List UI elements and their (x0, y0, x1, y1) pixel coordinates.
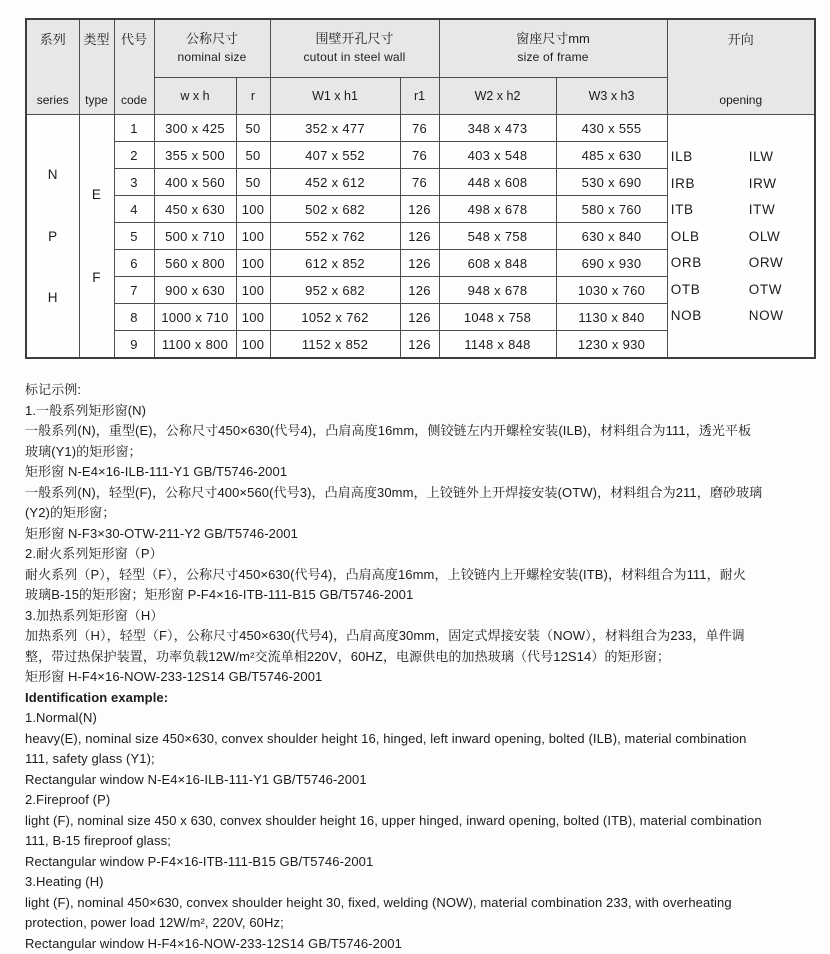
frame-label-en: size of frame (442, 48, 665, 67)
nominal-r-cell: 100 (236, 223, 270, 250)
subcol-r: r (236, 77, 270, 114)
nominal-label-cn: 公称尺寸 (157, 29, 268, 48)
type-cell (79, 115, 114, 359)
nominal-wxh-cell: 400 x 560 (154, 169, 236, 196)
frame-w2h2-cell: 948 x 678 (439, 277, 556, 304)
cutout-w1h1-cell: 407 x 552 (270, 142, 400, 169)
frame-w3h3-cell: 1230 x 930 (556, 331, 667, 359)
series-letter: P (48, 229, 57, 244)
frame-w2h2-cell: 498 x 678 (439, 196, 556, 223)
note-line-cn: 耐火系列（P），轻型（F），公称尺寸450×630(代号4)，凸肩高度16mm，上铰链内上开螺栓安装(ITB)，材料组合为111，耐火 (25, 565, 811, 586)
nominal-r-cell: 100 (236, 250, 270, 277)
frame-w3h3-cell: 1130 x 840 (556, 304, 667, 331)
series-letter: H (48, 290, 58, 305)
nominal-wxh-cell: 560 x 800 (154, 250, 236, 277)
cutout-w1h1-cell: 612 x 852 (270, 250, 400, 277)
cutout-r1-cell: 126 (400, 331, 439, 359)
subcol-r1: r1 (400, 77, 439, 114)
note-line-cn: (Y2)的矩形窗； (25, 503, 811, 524)
window-spec-table (25, 18, 816, 359)
table-row (26, 115, 815, 142)
code-cell: 5 (114, 223, 154, 250)
frame-w3h3-cell: 690 x 930 (556, 250, 667, 277)
code-cell: 2 (114, 142, 154, 169)
col-header-code (114, 19, 154, 115)
note-line-cn: 一般系列(N)，重型(E)，公称尺寸450×630(代号4)，凸肩高度16mm，侧铰链左内开螺栓安装(ILB)，材料组合为111，透光平板 (25, 421, 811, 442)
type-label-en: type (85, 93, 108, 107)
code-cell: 1 (114, 115, 154, 142)
note-line-cn: 一般系列(N)，轻型(F)，公称尺寸400×560(代号3)，凸肩高度30mm，上铰链外上开焊接安装(OTW)，材料组合为211，磨砂玻璃 (25, 483, 811, 504)
col-header-frame-size (439, 19, 667, 77)
cutout-r1-cell: 76 (400, 142, 439, 169)
table-body (26, 115, 815, 359)
note-line-en: Rectangular window N-E4×16-ILB-111-Y1 GB/T5746-2001 (25, 770, 811, 791)
nominal-wxh-cell: 450 x 630 (154, 196, 236, 223)
note-line-cn: 1.一般系列矩形窗(N) (25, 401, 811, 422)
note-line-en: Identification example: (25, 688, 811, 709)
frame-w2h2-cell: 548 x 758 (439, 223, 556, 250)
code-cell: 7 (114, 277, 154, 304)
note-line-cn: 标记示例: (25, 380, 811, 401)
note-line-en: heavy(E), nominal size 450×630, convex shoulder height 16, hinged, left inward opening, bolted (ILB), material combination (25, 729, 811, 750)
note-line-en: 2.Fireproof (P) (25, 790, 811, 811)
cutout-label-cn: 围壁开孔尺寸 (273, 29, 437, 48)
note-line-en: 3.Heating (H) (25, 872, 811, 893)
opening-code: OTW (749, 282, 811, 297)
nominal-wxh-cell: 1000 x 710 (154, 304, 236, 331)
note-line-en: protection, power load 12W/m², 220V, 60Hz; (25, 913, 811, 934)
frame-w3h3-cell: 1030 x 760 (556, 277, 667, 304)
opening-code: OLB (671, 229, 725, 244)
opening-label-en: opening (719, 93, 762, 107)
note-line-en: Rectangular window H-F4×16-NOW-233-12S14 GB/T5746-2001 (25, 934, 811, 954)
cutout-r1-cell: 76 (400, 115, 439, 142)
frame-w2h2-cell: 1148 x 848 (439, 331, 556, 359)
nominal-wxh-cell: 355 x 500 (154, 142, 236, 169)
cutout-w1h1-cell: 1152 x 852 (270, 331, 400, 359)
col-header-nominal-size (154, 19, 270, 77)
nominal-r-cell: 100 (236, 331, 270, 359)
cutout-w1h1-cell: 452 x 612 (270, 169, 400, 196)
frame-w3h3-cell: 430 x 555 (556, 115, 667, 142)
code-cell: 6 (114, 250, 154, 277)
opening-code: IRW (749, 176, 811, 191)
opening-code: ORB (671, 255, 725, 270)
note-line-en: 111, safety glass (Y1); (25, 749, 811, 770)
type-letter: F (92, 270, 101, 285)
series-label-en: series (37, 93, 69, 107)
table-header-row-1 (26, 19, 815, 77)
nominal-r-cell: 50 (236, 142, 270, 169)
nominal-r-cell: 100 (236, 304, 270, 331)
opening-code: ILW (749, 149, 811, 164)
frame-w2h2-cell: 348 x 473 (439, 115, 556, 142)
type-letter: E (92, 187, 101, 202)
cutout-r1-cell: 76 (400, 169, 439, 196)
note-line-cn: 2.耐火系列矩形窗（P） (25, 544, 811, 565)
series-label-cn: 系列 (40, 29, 66, 48)
opening-code: ITB (671, 202, 725, 217)
col-header-type (79, 19, 114, 115)
opening-code: ORW (749, 255, 811, 270)
col-header-opening (667, 19, 815, 115)
nominal-label-en: nominal size (157, 48, 268, 67)
frame-w2h2-cell: 1048 x 758 (439, 304, 556, 331)
opening-code: NOW (749, 308, 811, 323)
note-line-en: light (F), nominal 450×630, convex shoulder height 30, fixed, welding (NOW), material combination 233, with overheating (25, 893, 811, 914)
frame-w2h2-cell: 608 x 848 (439, 250, 556, 277)
col-header-cutout (270, 19, 439, 77)
note-line-cn: 整，带过热保护装置，功率负载12W/m²交流单相220V，60HZ，电源供电的加热玻璃（代号12S14）的矩形窗； (25, 647, 811, 668)
opening-code: NOB (671, 308, 725, 323)
type-letter-stack (82, 120, 112, 352)
note-line-cn: 矩形窗 N-F3×30-OTW-211-Y2 GB/T5746-2001 (25, 524, 811, 545)
subcol-w2h2: W2 x h2 (439, 77, 556, 114)
note-line-cn: 矩形窗 H-F4×16-NOW-233-12S14 GB/T5746-2001 (25, 667, 811, 688)
cutout-w1h1-cell: 552 x 762 (270, 223, 400, 250)
note-line-en: 111, B-15 fireproof glass; (25, 831, 811, 852)
identification-examples-en (25, 688, 811, 954)
note-line-en: Rectangular window P-F4×16-ITB-111-B15 GB/T5746-2001 (25, 852, 811, 873)
note-line-cn: 矩形窗 N-E4×16-ILB-111-Y1 GB/T5746-2001 (25, 462, 811, 483)
note-line-cn: 玻璃(Y1)的矩形窗； (25, 442, 811, 463)
series-letter-stack (29, 120, 77, 352)
col-header-series (26, 19, 79, 115)
code-label-en: code (121, 93, 147, 107)
nominal-r-cell: 100 (236, 277, 270, 304)
nominal-wxh-cell: 1100 x 800 (154, 331, 236, 359)
frame-w3h3-cell: 485 x 630 (556, 142, 667, 169)
subcol-w3h3: W3 x h3 (556, 77, 667, 114)
cutout-r1-cell: 126 (400, 223, 439, 250)
opening-label-cn: 开向 (728, 29, 754, 48)
opening-code: IRB (671, 176, 725, 191)
opening-cell (667, 115, 815, 359)
note-line-cn: 3.加热系列矩形窗（H） (25, 606, 811, 627)
opening-code: OLW (749, 229, 811, 244)
code-cell: 3 (114, 169, 154, 196)
nominal-wxh-cell: 900 x 630 (154, 277, 236, 304)
frame-w2h2-cell: 403 x 548 (439, 142, 556, 169)
opening-code: ITW (749, 202, 811, 217)
cutout-r1-cell: 126 (400, 304, 439, 331)
cutout-w1h1-cell: 502 x 682 (270, 196, 400, 223)
note-line-en: 1.Normal(N) (25, 708, 811, 729)
frame-label-cn: 窗座尺寸mm (442, 29, 665, 48)
series-letter: N (48, 167, 58, 182)
frame-w2h2-cell: 448 x 608 (439, 169, 556, 196)
series-cell (26, 115, 79, 359)
note-line-cn: 玻璃B-15的矩形窗；矩形窗 P-F4×16-ITB-111-B15 GB/T5746-2001 (25, 585, 811, 606)
identification-examples-cn (25, 380, 811, 688)
code-cell: 8 (114, 304, 154, 331)
frame-w3h3-cell: 530 x 690 (556, 169, 667, 196)
note-line-en: light (F), nominal size 450 x 630, convex shoulder height 16, upper hinged, inward opening, bolted (ITB), material combination (25, 811, 811, 832)
cutout-w1h1-cell: 952 x 682 (270, 277, 400, 304)
type-label-cn: 类型 (83, 29, 109, 48)
cutout-label-en: cutout in steel wall (273, 48, 437, 67)
code-label-cn: 代号 (121, 29, 147, 48)
cutout-w1h1-cell: 352 x 477 (270, 115, 400, 142)
nominal-r-cell: 50 (236, 115, 270, 142)
opening-codes-grid (671, 143, 811, 329)
code-cell: 9 (114, 331, 154, 359)
cutout-r1-cell: 126 (400, 196, 439, 223)
nominal-wxh-cell: 300 x 425 (154, 115, 236, 142)
code-cell: 4 (114, 196, 154, 223)
subcol-w1h1: W1 x h1 (270, 77, 400, 114)
subcol-wxh: w x h (154, 77, 236, 114)
cutout-r1-cell: 126 (400, 250, 439, 277)
note-line-cn: 加热系列（H），轻型（F），公称尺寸450×630(代号4)，凸肩高度30mm，固定式焊接安装（NOW），材料组合为233，单件调 (25, 626, 811, 647)
nominal-r-cell: 100 (236, 196, 270, 223)
opening-code: ILB (671, 149, 725, 164)
opening-code: OTB (671, 282, 725, 297)
frame-w3h3-cell: 630 x 840 (556, 223, 667, 250)
cutout-w1h1-cell: 1052 x 762 (270, 304, 400, 331)
nominal-wxh-cell: 500 x 710 (154, 223, 236, 250)
frame-w3h3-cell: 580 x 760 (556, 196, 667, 223)
cutout-r1-cell: 126 (400, 277, 439, 304)
nominal-r-cell: 50 (236, 169, 270, 196)
